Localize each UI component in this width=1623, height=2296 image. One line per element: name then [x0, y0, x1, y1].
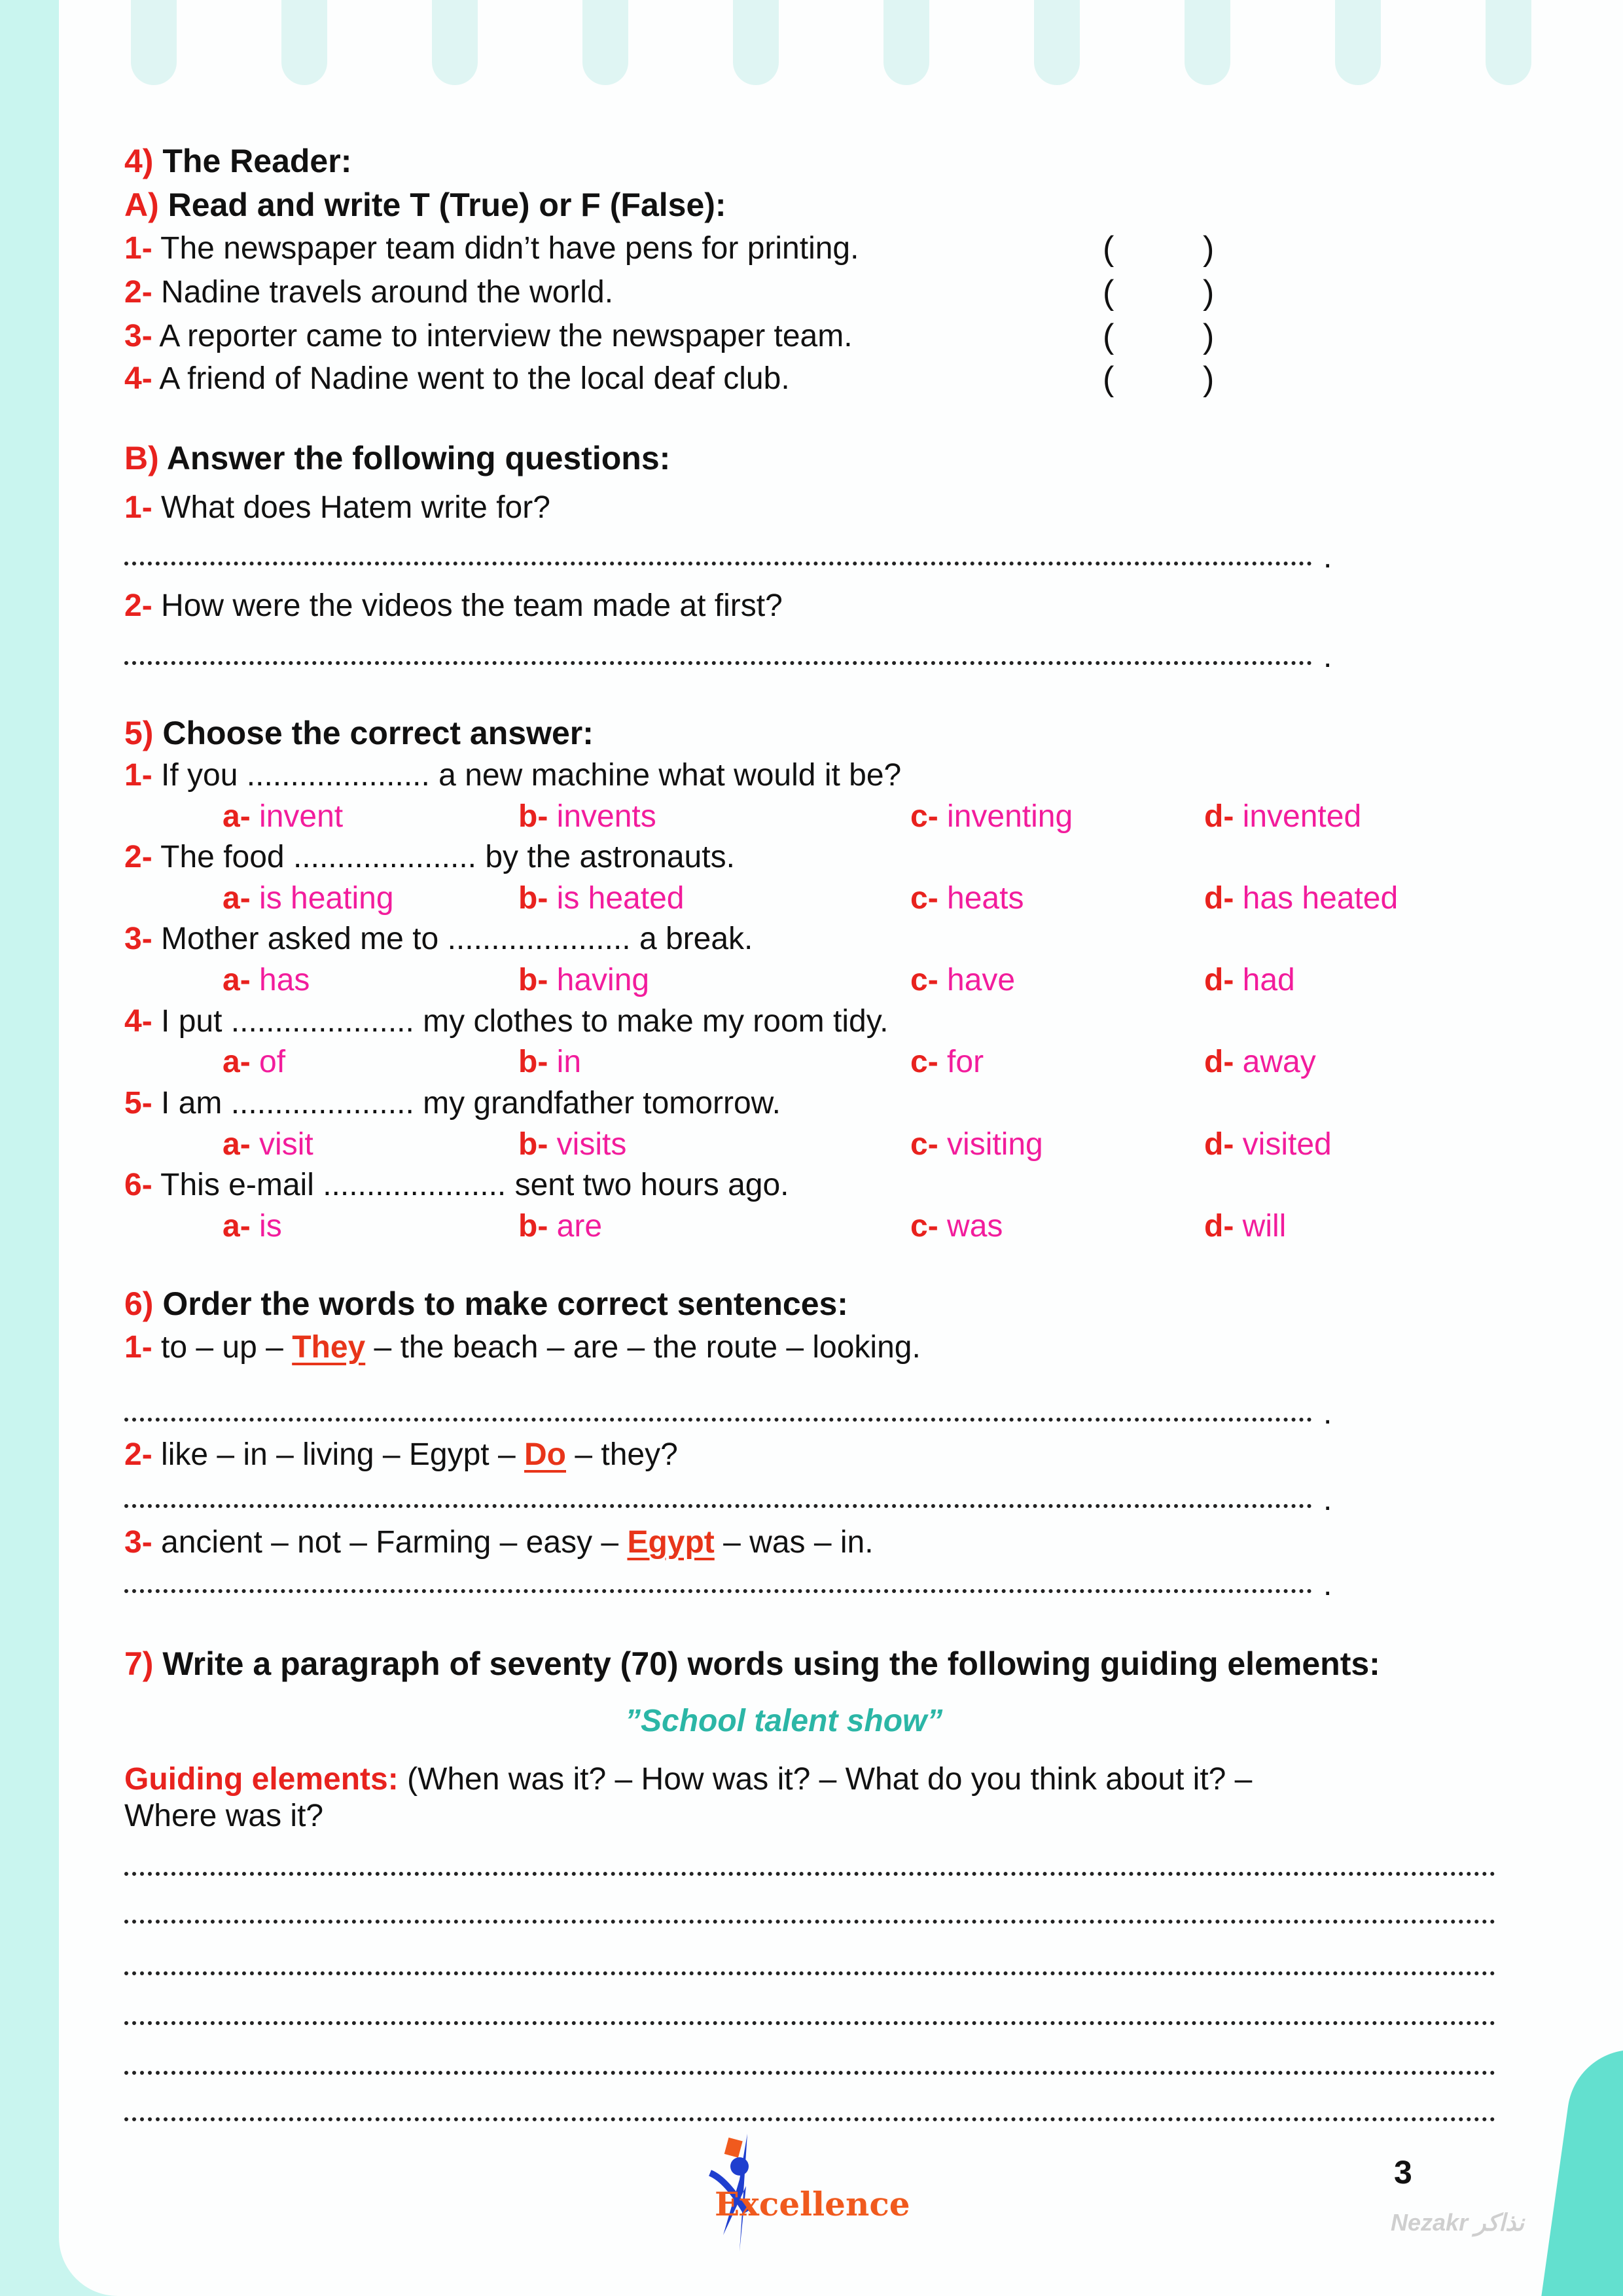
part-a-title: A) Read and write T (True) or F (False): [124, 187, 726, 223]
mcq-question: 3- Mother asked me to ..................... a break. [124, 922, 753, 956]
order-item: 3- ancient – not – Farming – easy – Egypt – was – in. [124, 1525, 874, 1560]
mcq-question: 5- I am ..................... my grandfather tomorrow. [124, 1086, 781, 1121]
answer-line[interactable] [124, 1504, 1312, 1508]
binding-ring [432, 0, 478, 85]
answer-box-open[interactable]: ( [1103, 274, 1115, 312]
option-c[interactable]: c- was [910, 1209, 1003, 1244]
page-number: 3 [1394, 2154, 1412, 2191]
answer-box-close: ) [1203, 317, 1215, 355]
answer-line[interactable] [124, 1589, 1312, 1593]
end-mark: . [1323, 639, 1332, 674]
mcq-question: 1- If you ..................... a new machine what would it be? [124, 758, 902, 793]
paragraph-topic: ”School talent show” [625, 1704, 943, 1738]
tf-item: 2- Nadine travels around the world. [124, 275, 614, 310]
option-c[interactable]: c- have [910, 963, 1016, 997]
mcq-question: 2- The food ..................... by the astronauts. [124, 840, 735, 874]
tf-item: 4- A friend of Nadine went to the local deaf club. [124, 361, 790, 396]
option-c[interactable]: c- inventing [910, 799, 1073, 834]
tf-item: 3- A reporter came to interview the newspaper team. [124, 319, 853, 353]
answer-box-close: ) [1203, 274, 1215, 312]
page-edge-decoration [1539, 2041, 1623, 2296]
writing-line[interactable] [124, 1920, 1495, 1924]
option-a[interactable]: a- visit [223, 1127, 313, 1162]
excellence-logo [707, 2134, 929, 2251]
option-d[interactable]: d- will [1204, 1209, 1287, 1244]
option-d[interactable]: d- visited [1204, 1127, 1332, 1162]
binding-ring [1034, 0, 1080, 85]
answer-line[interactable] [124, 1418, 1312, 1422]
writing-line[interactable] [124, 2071, 1495, 2075]
section-5-title: 5) Choose the correct answer: [124, 715, 594, 751]
section-6-title: 6) Order the words to make correct sentences: [124, 1285, 848, 1322]
option-b[interactable]: b- are [518, 1209, 603, 1244]
option-d[interactable]: d- had [1204, 963, 1295, 997]
answer-box-close: ) [1203, 360, 1215, 398]
writing-line[interactable] [124, 1971, 1495, 1975]
logo-text: Excellence [715, 2185, 910, 2223]
option-c[interactable]: c- for [910, 1045, 984, 1079]
writing-line[interactable] [124, 2021, 1495, 2025]
question: 1- What does Hatem write for? [124, 490, 550, 525]
option-c[interactable]: c- visiting [910, 1127, 1043, 1162]
tf-item: 1- The newspaper team didn’t have pens for printing. [124, 231, 859, 266]
end-mark: . [1323, 540, 1332, 575]
binding-ring [131, 0, 177, 85]
writing-line[interactable] [124, 1872, 1495, 1876]
end-mark: . [1323, 1568, 1332, 1602]
answer-line[interactable] [124, 562, 1312, 565]
mcq-question: 6- This e-mail ..................... sent two hours ago. [124, 1168, 789, 1202]
binding-ring [281, 0, 327, 85]
option-b[interactable]: b- invents [518, 799, 656, 834]
binding-ring [733, 0, 779, 85]
nezakr-watermark: Nezakr نذاكر [1391, 2209, 1524, 2236]
option-b[interactable]: b- having [518, 963, 650, 997]
option-d[interactable]: d- has heated [1204, 881, 1399, 916]
section-7-title: 7) Write a paragraph of seventy (70) words using the following guiding elements: [124, 1645, 1380, 1682]
binding-ring [883, 0, 929, 85]
guiding-elements: Guiding elements: (When was it? – How was it? – What do you think about it? – [124, 1762, 1253, 1797]
question: 2- How were the videos the team made at first? [124, 588, 783, 623]
end-mark: . [1323, 1482, 1332, 1517]
guiding-elements-cont: Where was it? [124, 1799, 324, 1833]
binding-ring [582, 0, 628, 85]
option-a[interactable]: a- of [223, 1045, 286, 1079]
binding-ring [1486, 0, 1531, 85]
option-a[interactable]: a- is [223, 1209, 282, 1244]
option-a[interactable]: a- invent [223, 799, 344, 834]
option-d[interactable]: d- away [1204, 1045, 1316, 1079]
order-item: 1- to – up – They – the beach – are – the route – looking. [124, 1330, 921, 1365]
answer-box-open[interactable]: ( [1103, 230, 1115, 268]
writing-line[interactable] [124, 2117, 1495, 2121]
option-b[interactable]: b- in [518, 1045, 582, 1079]
end-mark: . [1323, 1396, 1332, 1431]
section-4-title: 4) The Reader: [124, 143, 352, 179]
option-a[interactable]: a- is heating [223, 881, 394, 916]
option-b[interactable]: b- visits [518, 1127, 627, 1162]
mcq-question: 4- I put ..................... my clothes to make my room tidy. [124, 1004, 889, 1039]
answer-box-open[interactable]: ( [1103, 317, 1115, 355]
option-d[interactable]: d- invented [1204, 799, 1362, 834]
option-b[interactable]: b- is heated [518, 881, 685, 916]
option-c[interactable]: c- heats [910, 881, 1024, 916]
binding-ring [1335, 0, 1381, 85]
answer-box-open[interactable]: ( [1103, 360, 1115, 398]
binding-ring [1185, 0, 1230, 85]
order-item: 2- like – in – living – Egypt – Do – they? [124, 1437, 678, 1472]
answer-box-close: ) [1203, 230, 1215, 268]
answer-line[interactable] [124, 661, 1312, 665]
part-b-title: B) Answer the following questions: [124, 440, 671, 476]
option-a[interactable]: a- has [223, 963, 310, 997]
